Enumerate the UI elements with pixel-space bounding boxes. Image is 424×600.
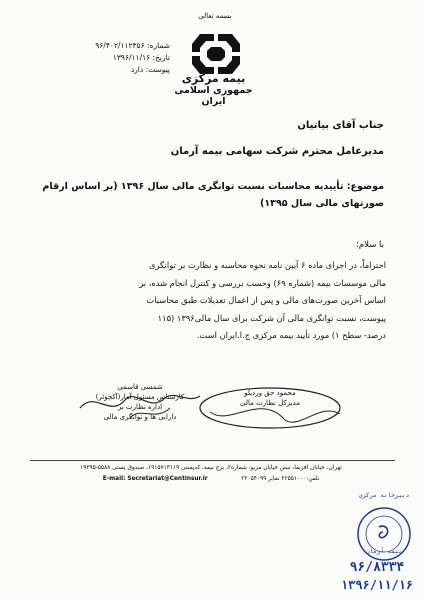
signer-left-name: شمسی قاسمی <box>117 383 163 391</box>
stamp-org: دبیرخانه مرکزی <box>358 492 410 499</box>
body-line-4: پیوست، نسبت توانگری مالی آن شرکت برای سال مالی۱۳۹۶ (۱۱۵ <box>157 312 386 323</box>
stamp-number: ۹۶/۸۳۳۴ <box>349 560 405 575</box>
subject-line-1: موضوع: تأییدیه محاسبات نسبت توانگری مالی سال ۱۳۹۶ (بر اساس ارقام <box>42 181 384 192</box>
stamp-date: ۱۳۹۶/۱۱/۱۶ <box>340 578 414 592</box>
greeting: با سلام؛ <box>356 240 384 250</box>
footer-address: تهران، خیابان افریقا، نبش خیابان مزیو، شماره۲، برج بیمه، کدپستی ۱۹۱۵۷۱۳۱۱۹، صندوق پستی ۵۵۸۸-۱۹۳۹۵ <box>80 465 342 471</box>
subject <box>34 178 384 212</box>
signer-right-title: مدیرکل نظارت مالی <box>240 399 300 407</box>
signer-left-line-4: دارایی ها و توانگری مالی <box>103 413 177 421</box>
logo-wordmark <box>166 72 261 107</box>
stamp-company: بیمه آرمان <box>365 548 403 555</box>
footer-phone-fax: تلفن:۲۲۵۵۱۰۰۰ نمابر ۲۲۰۵۴۰۹۹ <box>241 476 320 482</box>
addressee-title: مدیرعامل محترم شرکت سهامی بیمه آرمان <box>170 146 384 157</box>
addressee-name: جناب آقای بیاتیان <box>297 120 384 131</box>
signature-scribble-left-icon <box>70 378 210 428</box>
logo-line-1: بیمه مرکزی <box>181 72 246 85</box>
logo-line-2: جمهوری اسلامی ایران <box>174 85 253 107</box>
body-line-2: مالی موسسات بیمه (شماره ۶۹) وحسب بررسی و کنترل انجام شده، بر <box>139 277 386 288</box>
signature-scribble-right-icon <box>190 382 350 434</box>
body-line-1: احتراماً، در اجرای ماده ۶ آیین نامه نحوه محاسبه و نظارت بر توانگری <box>148 260 386 270</box>
letter-meta <box>30 40 170 76</box>
signer-right-name: محمود حق وردیلو <box>244 389 296 397</box>
basmala: بسمه تعالی <box>198 12 232 20</box>
letter-date: تاریخ: ۱۳۹۶/۱۱/۱۶ <box>112 53 170 62</box>
signer-left-line-2: کارشناس مسئول آمار(آکچوئر) <box>95 393 185 401</box>
footer-divider <box>30 460 395 461</box>
letter-body <box>36 257 386 345</box>
signer-left-line-3: اداره نظارت بر <box>117 403 163 411</box>
letter-number: شماره: ۹۶/۴۰۲/۱۱۲۳۵۶ <box>95 41 170 50</box>
body-line-3: اساس آخرین صورت‌های مالی و پس از اعمال تعدیلات طبق محاسبات <box>146 295 386 305</box>
body-line-5: درصد- سطح ۱) مورد تأیید بیمه مرکزی ج.ا.ایران است. <box>196 330 386 340</box>
footer-email: E-mail: Secretariat@Centinsur.ir <box>102 476 208 482</box>
attachment-status: پیوست: دارد <box>130 65 170 74</box>
footer-contact <box>30 474 392 484</box>
subject-line-2: صورتهای مالی سال ۱۳۹۵) <box>260 198 384 209</box>
